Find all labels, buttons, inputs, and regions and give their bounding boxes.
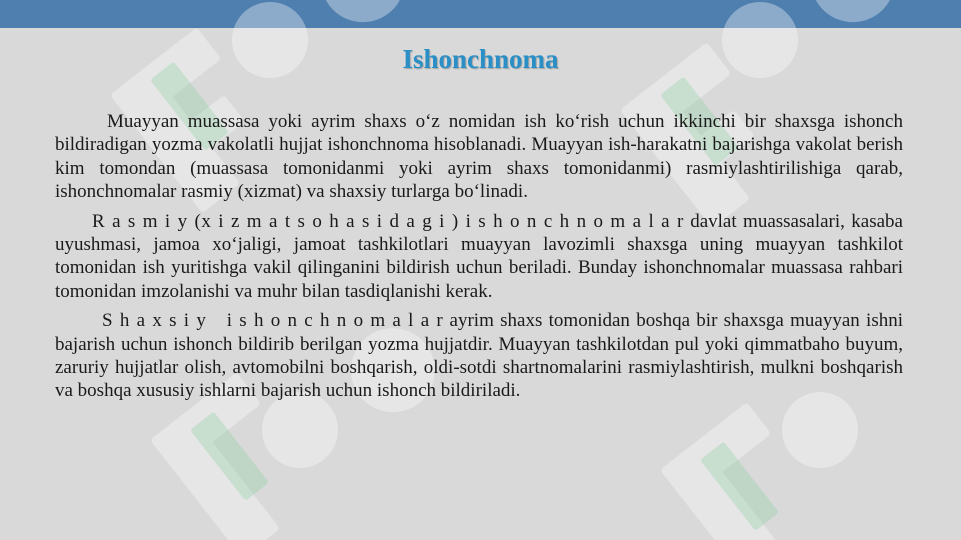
paragraph-intro-text: Muayyan muassasa yoki ayrim shaxs o‘z nomidan ish ko‘rish uchun ikkinchi bir shaxsga ishonch bildiradigan yozma vakolatli hujjat ishonchnoma hisoblanadi. Muayyan ish-harakatni bajarishga vakolat berish kim tomondan (muassasa tomonidanmi yoki ayrim shaxs tomonidanmi) rasmiylashtirilishiga qarab, ishonchnomalar rasmiy (xizmat) va shaxsiy turlarga bo‘linadi. bbox=[55, 111, 903, 203]
paragraph-intro bbox=[55, 110, 903, 204]
paragraph-personal-text: ayrim shaxs tomonidan boshqa bir shaxsga muayyan ishni bajarish uchun ishonch bildirib berilgan yozma hujjatdir. Muayyan tashkilotdan pul yoki qimmatbaho buyum, zaruriy hujjatlar olish, avtomobilni boshqarish, oldi-sotdi shartnomalarini rasmiylashtirish, mulkni boshqarish va boshqa xususiy ishlarni bajarish uchun ishonch bildiriladi. bbox=[55, 310, 904, 402]
paragraph-personal bbox=[55, 309, 903, 403]
paragraph-official-lead: R a s m i y (x i z m a t s o h a s i d a g i ) i s h o n c h n o m a l a r bbox=[92, 210, 684, 232]
document-body bbox=[55, 110, 903, 409]
page-title: Ishonchnoma bbox=[402, 44, 559, 74]
top-bar bbox=[0, 0, 961, 28]
paragraph-official-text: davlat muassasalari, kasaba uyushmasi, jamoa xo‘jaligi, jamoat tashkilotlari muayyan lavozimli shaxsga uning muayyan tashkilot tomonidan ish yuritishga vakil qilinganini bildirish uchun beriladi. Bunday ishonchnomalar muassasa rahbari tomonidan imzolanishi va muhr bilan tasdiqlanishi kerak. bbox=[55, 210, 903, 302]
paragraph-official bbox=[55, 210, 903, 304]
paragraph-personal-lead: S h a x s i y i s h o n c h n o m a l a r bbox=[102, 310, 444, 332]
